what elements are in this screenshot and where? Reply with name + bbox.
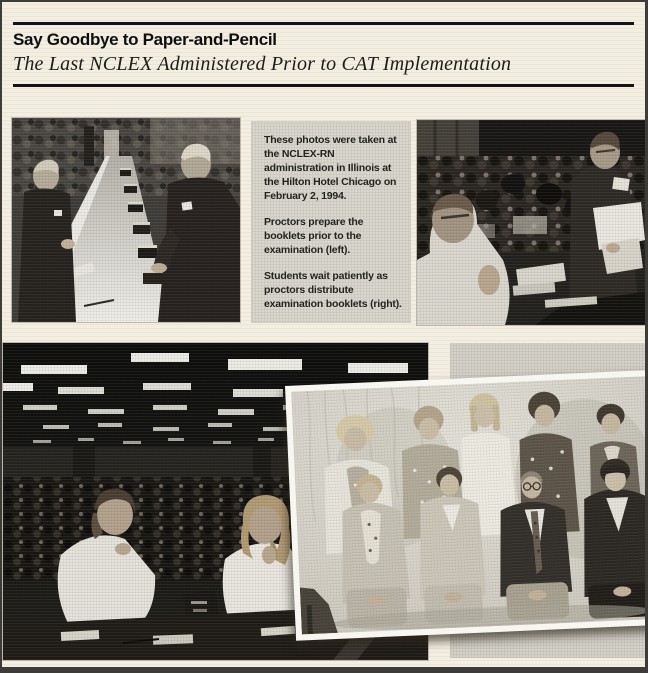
bottom-rule (13, 84, 634, 87)
caption-panel (252, 122, 410, 322)
group-portrait-print (291, 376, 648, 635)
page-subtitle: The Last NCLEX Administered Prior to CAT Implementation (13, 53, 512, 75)
caption-paragraph-2: Proctors prepare the booklets prior to the examination (left). (264, 216, 364, 256)
proctors-table-illustration (12, 118, 240, 322)
page-title: Say Goodbye to Paper-and-Pencil (13, 30, 277, 49)
caption-paragraph-3: Students wait patiently as proctors distribute examination booklets (right). (264, 270, 402, 310)
students-waiting-photo (417, 120, 645, 325)
students-waiting-illustration (417, 120, 645, 325)
top-rule (13, 22, 634, 25)
group-portrait-photo (285, 370, 648, 641)
group-portrait-illustration (291, 376, 648, 635)
caption-paragraph-1: These photos were taken at the NCLEX-RN administration in Illinois at the Hilton Hotel Chicago on February 2, 1994. (264, 134, 397, 202)
proctors-table-photo (12, 118, 240, 322)
